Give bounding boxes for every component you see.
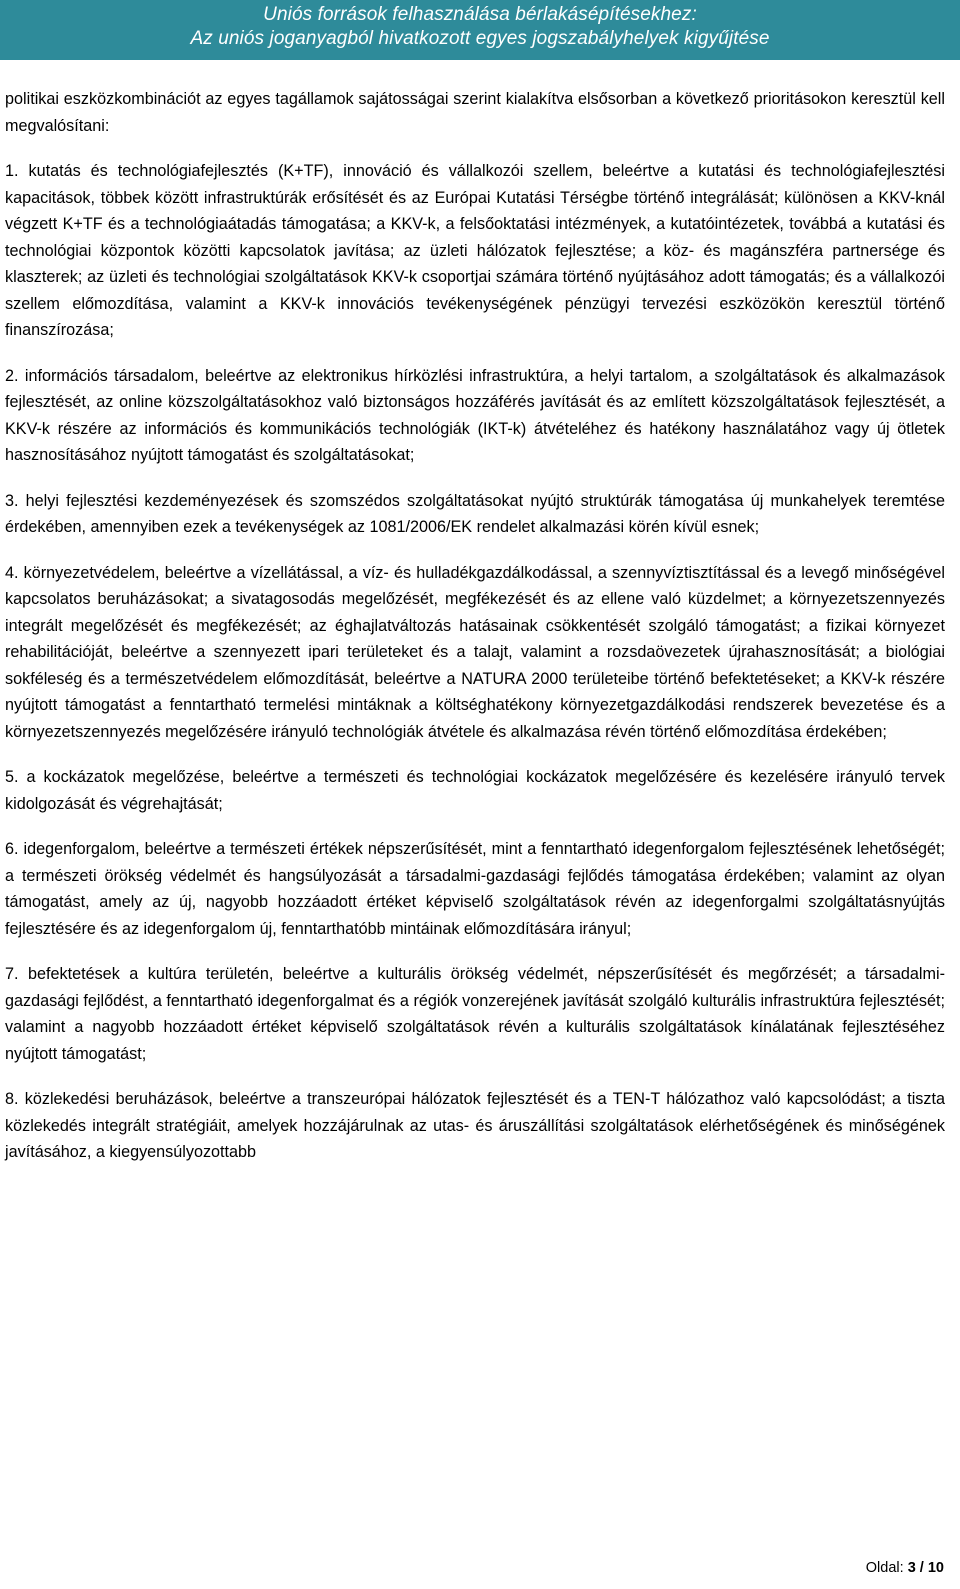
priority-item-8: 8. közlekedési beruházások, beleértve a transzeurópai hálózatok fejlesztését és a TEN-T hálózathoz való kapcsolódást; a tiszta közlekedés integrált stratégiáit, amelyek hozzájárulnak az utas- és áruszállítási szolgáltatások elérhetőségének és minőségének javításához, a kiegyensúlyozottabb — [5, 1090, 945, 1161]
document-header — [0, 0, 960, 60]
page-label: Oldal: — [865, 1560, 908, 1576]
header-title-line1: Uniós források felhasználása bérlakásépítésekhez: — [263, 4, 697, 25]
priority-item-4: 4. környezetvédelem, beleértve a vízellátással, a víz- és hulladékgazdálkodással, a szennyvíztisztítással és a levegő minőségével kapcsolatos beruházásokat; a sivatagosodás megelőzését, megfékezését és az ellene való küzdelmet; a környezetszennyezés integrált megelőzését és megfékezését; az éghajlatváltozás hatásainak csökkentését szolgáló támogatást; a fizikai környezet rehabilitációját, beleértve a szennyezett ipari területeket és a talajt, valamint a rozsdaövezetek újrahasznosítását; a biológiai sokféleség és a természetvédelem előmozdítását, beleértve a NATURA 2000 területeibe történő befektetéseket; a KKV-k részére nyújtott támogatást a fenntartható termelési mintáknak a költséghatékony környezetgazdálkodási rendszerek bevezetése és a környezetszennyezés megelőzésére irányuló technológiák átvétele és alkalmazása révén történő előmozdítása érdekében; — [5, 563, 945, 741]
total-pages: 10 — [927, 1560, 944, 1576]
current-page: 3 — [907, 1560, 916, 1576]
page-number — [866, 1558, 944, 1578]
priority-item-1: 1. kutatás és technológiafejlesztés (K+TF), innováció és vállalkozói szellem, beleértve a kutatási és technológiafejlesztési kapacitások, többek között infrastruktúrák erősítését és az Európai Kutatási Térségbe történő integrálását; különösen a KKV-knál végzett K+TF és a technológiaátadás támogatása; a KKV-k, a felsőoktatási intézmények, a kutatóintézetek, továbbá a kutatási és technológiai központok közötti kapcsolatok javítása; az üzleti hálózatok fejlesztése; a köz- és magánszféra partnersége és klaszterek; az üzleti és technológiai szolgáltatások KKV-k csoportjai számára történő nyújtásához adott támogatás; és a vállalkozói szellem előmozdítása, valamint a KKV-k innovációs tevékenységének pénzügyi tervezési eszközökön keresztül történő finanszírozása; — [5, 162, 945, 339]
priority-item-5: 5. a kockázatok megelőzése, beleértve a természeti és technológiai kockázatok megelőzésére és kezelésére irányuló tervek kidolgozását és végrehajtását; — [5, 768, 945, 813]
page-separator: / — [915, 1560, 928, 1576]
intro-paragraph: politikai eszközkombinációt az egyes tagállamok sajátosságai szerint kialakítva elsősorban a következő prioritásokon keresztül kell megvalósítani: — [5, 90, 945, 135]
header-title-line2: Az uniós joganyagból hivatkozott egyes jogszabályhelyek kigyűjtése — [190, 28, 770, 49]
priority-item-3: 3. helyi fejlesztési kezdeményezések és szomszédos szolgáltatásokat nyújtó struktúrák támogatása új munkahelyek teremtése érdekében, amennyiben ezek a tevékenységek az 1081/2006/EK rendelet alkalmazási körén kívül esnek; — [5, 491, 945, 536]
priority-item-6: 6. idegenforgalom, beleértve a természeti értékek népszerűsítését, mint a fenntartható idegenforgalom fejlesztésének lehetőségét; a természeti örökség védelmét és hangsúlyozását a társadalmi-gazdasági fejlődés támogatása érdekében; valamint az olyan támogatást, amely az új, nagyobb hozzáadott értéket képviselő szolgáltatások révén az idegenforgalmi szolgáltatásnyújtás fejlesztésére és az idegenforgalom új, fenntarthatóbb mintáinak előmozdítására irányul; — [5, 840, 945, 938]
document-body — [5, 86, 945, 1185]
priority-item-7: 7. befektetések a kultúra területén, beleértve a kulturális örökség védelmét, népszerűsítését és megőrzését; a társadalmi-gazdasági fejlődést, a fenntartható idegenforgalmat és a régiók vonzerejének javítását szolgáló kulturális infrastruktúra fejlesztését; valamint a nagyobb hozzáadott értéket képviselő szolgáltatások révén a kulturális szolgáltatások kínálatának fejlesztéséhez nyújtott támogatást; — [5, 965, 945, 1063]
priority-item-2: 2. információs társadalom, beleértve az elektronikus hírközlési infrastruktúra, a helyi tartalom, a szolgáltatások és alkalmazások fejlesztését, az online közszolgáltatásokhoz való biztonságos hozzáférés javítását és az említett közszolgáltatások fejlesztését, a KKV-k részére az információs és kommunikációs technológiák (IKT-k) átvételéhez és hatékony használatához vagy új ötletek hasznosításához nyújtott támogatást és szolgáltatásokat; — [5, 366, 945, 464]
